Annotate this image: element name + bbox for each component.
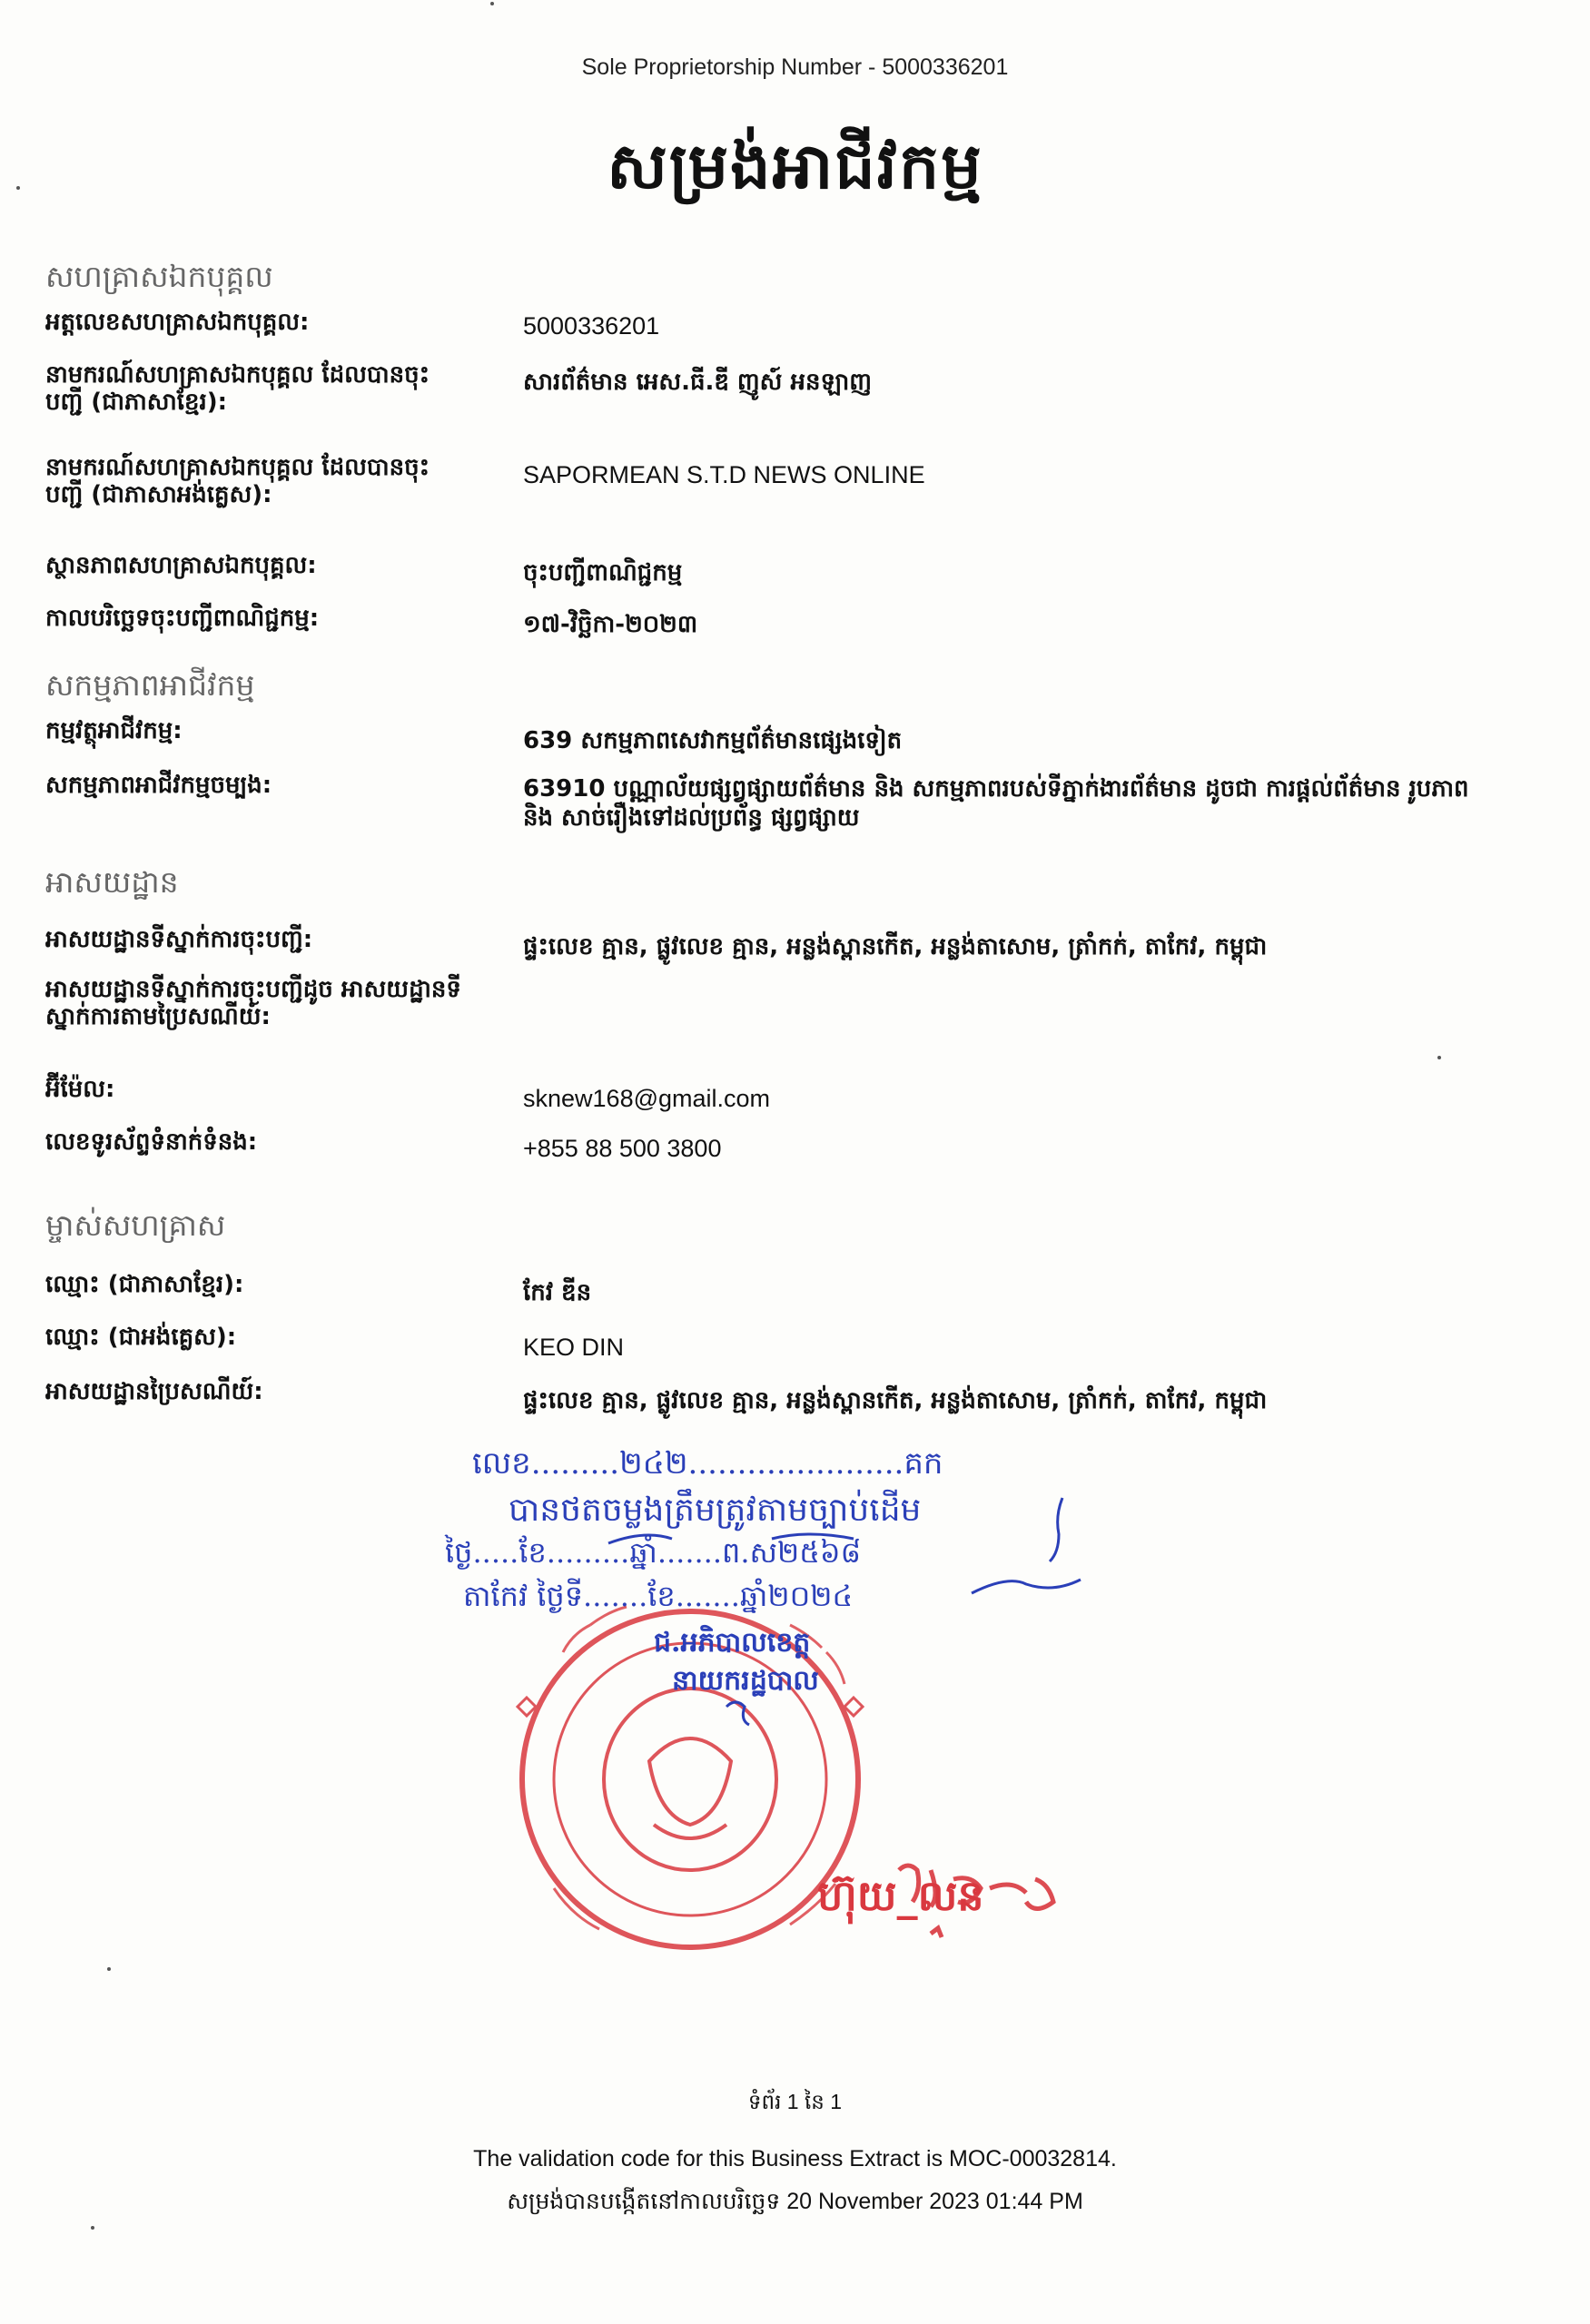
stamp-lunar-date-line: ថ្ងៃ.....ខែ.........ឆ្នាំ.......ព.ស២៥៦៨ <box>445 1535 862 1570</box>
field-label-number: អត្តលេខសហគ្រាសឯកបុគ្គល: <box>45 309 310 336</box>
scan-speck <box>16 186 20 190</box>
stamp-certified-copy-line: បានថតចម្លងត្រឹមត្រូវតាមច្បាប់ដើម <box>509 1492 922 1529</box>
field-value-business-objective: 639 សកម្មភាពសេវាកម្មព័ត៌មានផ្សេងទៀត <box>523 727 903 754</box>
field-label-main-activity: សកម្មភាពអាជីវកម្មចម្បង: <box>45 772 272 799</box>
certification-stamp-block <box>427 1443 1144 1952</box>
field-value-main-activity: 63910 បណ្ណាល័យផ្សព្វផ្សាយព័ត៌មាន និង សកម្មភាពរបស់ទីភ្នាក់ងារព័ត៌មាន ដូចជា ការផ្តល់ព័ត៌មាន រូបភាព និង សាច់រឿងទៅដល់ប្រព័ន្ធ ផ្សព្វផ្សាយ <box>523 775 1469 832</box>
section-heading-owner: ម្ចាស់សហគ្រាស <box>45 1207 226 1243</box>
field-value-registration-date: ១៧-វិច្ឆិកា-២០២៣ <box>523 611 698 638</box>
field-value-postal-address: ផ្ទះលេខ គ្មាន, ផ្លូវលេខ គ្មាន, អន្លង់ស្ពានកើត, អន្លង់តាសោម, ត្រាំកក់, តាកែវ, កម្ពុជា <box>523 1387 1268 1414</box>
field-label-business-objective: កម្មវត្ថុអាជីវកម្ម: <box>45 717 183 744</box>
section-heading-activity: សកម្មភាពអាជីវកម្ម <box>45 667 255 703</box>
field-label-email: អ៊ីម៉ែល: <box>45 1076 115 1103</box>
field-value-number: 5000336201 <box>523 312 660 340</box>
field-label-registration-date: កាលបរិច្ឆេទចុះបញ្ជីពាណិជ្ជកម្ម: <box>45 605 320 632</box>
field-label-owner-name-khmer: ឈ្មោះ (ជាភាសាខ្មែរ): <box>45 1271 244 1298</box>
validation-code: The validation code for this Business Extract is MOC-00032814. <box>473 2146 1117 2171</box>
blue-ink-marks <box>427 1443 1144 1952</box>
field-label-owner-name-english: ឈ្មោះ (ជាអង់គ្លេស): <box>45 1324 237 1351</box>
field-label-name-khmer: នាមករណ៍សហគ្រាសឯកបុគ្គល ដែលបានចុះបញ្ជី (ជាភាសាខ្មែរ): <box>45 361 430 416</box>
field-value-owner-name-khmer: កែវ ឌីន <box>523 1279 592 1306</box>
stamp-governor-line: ជ.អភិបាលខេត្ត <box>654 1627 811 1659</box>
section-heading-proprietorship: សហគ្រាសឯកបុគ្គល <box>45 259 273 294</box>
field-value-phone: +855 88 500 3800 <box>523 1135 722 1162</box>
scan-speck <box>490 2 494 5</box>
field-label-phone: លេខទូរស័ព្ទទំនាក់ទំនង: <box>45 1128 258 1156</box>
field-label-status: ស្ថានភាពសហគ្រាសឯកបុគ្គល: <box>45 552 317 579</box>
field-value-name-english: SAPORMEAN S.T.D NEWS ONLINE <box>523 461 925 488</box>
field-value-name-khmer: សារព័ត៌មាន អេស.ធី.ឌី ញូស៍ អនឡាញ <box>523 369 872 396</box>
signature-name: ហ៊ុយ_លន <box>817 1871 984 1920</box>
section-heading-address: អាសយដ្ឋាន <box>45 864 179 900</box>
registration-number: Sole Proprietorship Number - 5000336201 <box>581 54 1009 80</box>
field-label-postal-same: អាសយដ្ឋានទីស្នាក់ការចុះបញ្ជីដូច អាសយដ្ឋានទីស្នាក់ការតាមប្រៃសណីយ៍: <box>45 976 461 1030</box>
generation-timestamp: សម្រង់បានបង្កើតនៅកាលបរិច្ឆេទ 20 November 2023 01:44 PM <box>507 2189 1083 2214</box>
stamp-reference-line: លេខ.........២៤២......................គក <box>472 1445 943 1482</box>
scan-speck <box>1437 1056 1441 1059</box>
field-value-email: sknew168@gmail.com <box>523 1085 771 1112</box>
field-label-registered-address: អាសយដ្ឋានទីស្នាក់ការចុះបញ្ជី: <box>45 926 313 953</box>
field-value-status: ចុះបញ្ជីពាណិជ្ជកម្ម <box>523 559 683 586</box>
scan-speck <box>107 1967 111 1971</box>
stamp-date-line: តាកែវ ថ្ងៃទី.......ខែ.......ឆ្នាំ២០២៤ <box>463 1579 854 1613</box>
field-value-owner-name-english: KEO DIN <box>523 1334 625 1361</box>
field-label-name-english: នាមករណ៍សហគ្រាសឯកបុគ្គល ដែលបានចុះបញ្ជី (ជាភាសាអង់គ្លេស): <box>45 454 430 508</box>
field-label-postal-address: អាសយដ្ឋានប្រៃសណីយ៍: <box>45 1378 263 1405</box>
page-indicator: ទំព័រ 1 នៃ 1 <box>747 2090 843 2113</box>
stamp-administrator-line: នាយករដ្ឋបាល <box>672 1665 819 1697</box>
document-title: សម្រង់អាជីវកម្ម <box>607 128 983 203</box>
field-value-registered-address: ផ្ទះលេខ គ្មាន, ផ្លូវលេខ គ្មាន, អន្លង់ស្ពានកើត, អន្លង់តាសោម, ត្រាំកក់, តាកែវ, កម្ពុជា <box>523 933 1268 960</box>
scan-speck <box>91 2226 94 2230</box>
